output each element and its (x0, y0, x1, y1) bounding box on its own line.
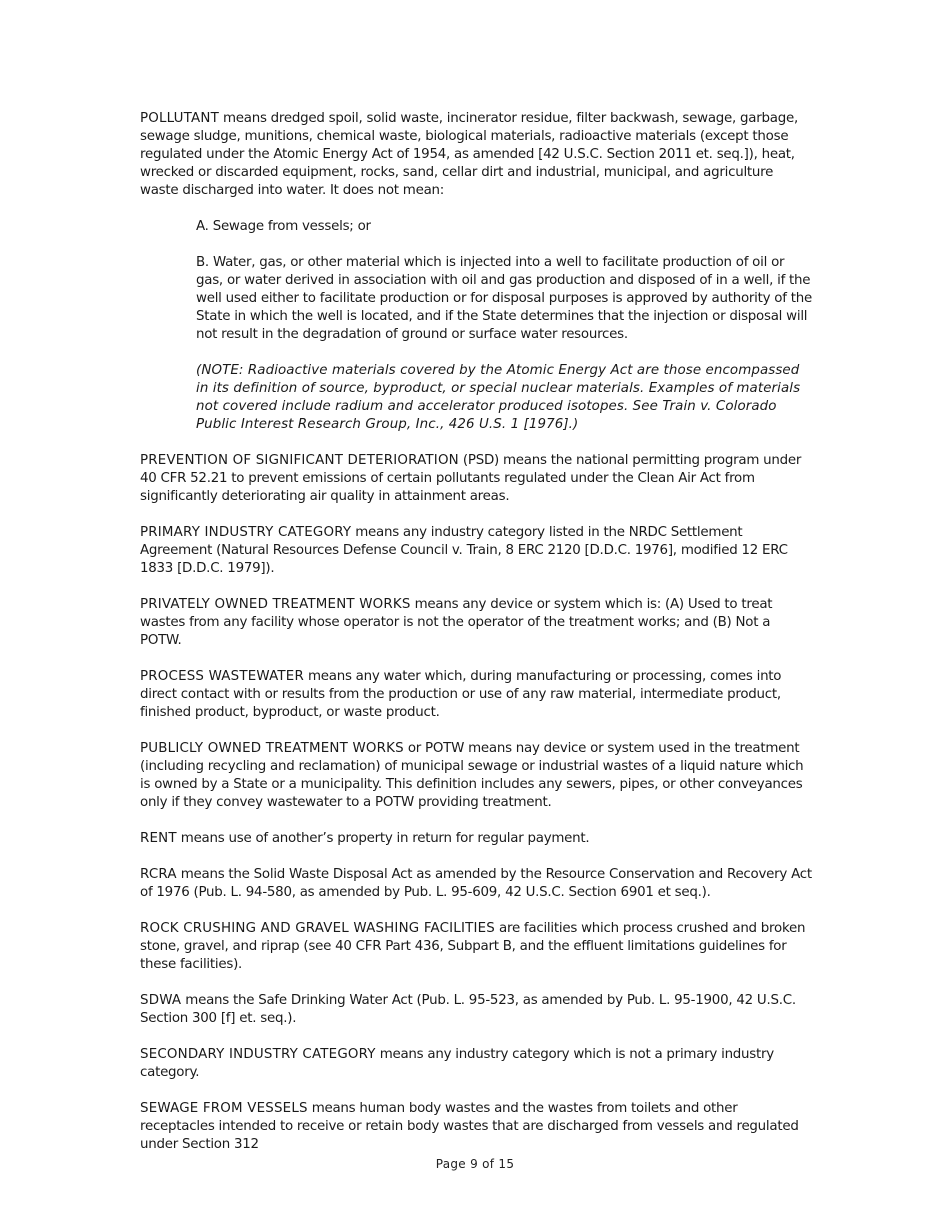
term-rock-crushing: ROCK CRUSHING AND GRAVEL WASHING FACILITIES (140, 921, 496, 936)
document-body (140, 110, 812, 1172)
definition-pollutant (140, 110, 812, 200)
definition-rcra (140, 866, 812, 902)
term-sdwa: SDWA (140, 993, 182, 1008)
pollutant-note: (NOTE: Radioactive materials covered by the Atomic Energy Act are those encompassed in its definition of source, byproduct, or special nuclear materials. Examples of materials not covered include radium and accelerator produced isotopes. See Train v. Colorado Public Interest Research Group, Inc., 426 U.S. 1 [1976].) (196, 363, 801, 432)
definition-text: means any device or system which is: (A) Used to treat wastes from any facility whose operator is not the operator of the treatment works; and (B) Not a POTW. (140, 597, 773, 648)
definition-secondary-industry-category (140, 1046, 812, 1082)
definition-psd (140, 452, 812, 506)
definition-text: means use of another’s property in return for regular payment. (176, 831, 590, 846)
term-rent: RENT (140, 831, 177, 846)
term-secondary-industry-category: SECONDARY INDUSTRY CATEGORY (140, 1047, 376, 1062)
term-potw: PUBLICLY OWNED TREATMENT WORKS (140, 741, 404, 756)
definition-text: means the Safe Drinking Water Act (Pub. L. 95-523, as amended by Pub. L. 95-1900, 42 U.S.C. Section 300 [f] et. seq.). (140, 993, 796, 1026)
definition-sdwa (140, 992, 812, 1028)
page-number: Page 9 of 15 (435, 1157, 515, 1171)
term-sewage-from-vessels: SEWAGE FROM VESSELS (140, 1101, 308, 1116)
term-rcra: RCRA (140, 867, 177, 882)
definition-text: means any water which, during manufacturing or processing, comes into direct contact with or results from the production or use of any raw material, intermediate product, finished product, byproduct, or waste product. (140, 669, 782, 720)
definition-rock-crushing (140, 920, 812, 974)
definition-primary-industry-category (140, 524, 812, 578)
definition-privately-owned-treatment-works (140, 596, 812, 650)
definition-text: means the Solid Waste Disposal Act as amended by the Resource Conservation and Recovery Act of 1976 (Pub. L. 94-580, as amended by Pub. L. 95-609, 42 U.S.C. Section 6901 et seq.). (140, 867, 812, 900)
term-pollutant: POLLUTANT (140, 111, 219, 126)
definition-potw (140, 740, 812, 812)
pollutant-exclusion-a: A. Sewage from vessels; or (196, 219, 371, 234)
definition-text: means any industry category listed in the NRDC Settlement Agreement (Natural Resources Defense Council v. Train, 8 ERC 2120 [D.D.C. 1976], modified 12 ERC 1833 [D.D.C. 1979]). (140, 525, 788, 576)
definition-text: (PSD) means the national permitting program under 40 CFR 52.21 to prevent emissions of certain pollutants regulated under the Clean Air Act from significantly deteriorating air quality in attainment areas. (140, 453, 802, 504)
definition-text: means any industry category which is not a primary industry category. (140, 1047, 774, 1080)
definition-process-wastewater (140, 668, 812, 722)
term-psd: PREVENTION OF SIGNIFICANT DETERIORATION (140, 453, 459, 468)
term-primary-industry-category: PRIMARY INDUSTRY CATEGORY (140, 525, 352, 540)
pollutant-exclusion-b: B. Water, gas, or other material which is injected into a well to facilitate production of oil or gas, or water derived in association with oil and gas production and disposed of in a well, if the well used either to facilitate production or for disposal purposes is approved by authority of the State in which the well is located, and if the State determines that the injection or disposal will not result in the degradation of ground or surface water resources. (196, 255, 812, 342)
term-process-wastewater: PROCESS WASTEWATER (140, 669, 304, 684)
definition-rent (140, 830, 812, 848)
definition-text: or POTW means nay device or system used in the treatment (including recycling and reclamation) of municipal sewage or industrial wastes of a liquid nature which is owned by a State or a municipality. This definition includes any sewers, pipes, or other conveyances only if they convey wastewater to a POTW providing treatment. (140, 741, 804, 810)
definition-text: are facilities which process crushed and broken stone, gravel, and riprap (see 40 CFR Part 436, Subpart B, and the effluent limitations guidelines for these facilities). (140, 921, 806, 972)
term-privately-owned-treatment-works: PRIVATELY OWNED TREATMENT WORKS (140, 597, 411, 612)
definition-text: means human body wastes and the wastes from toilets and other receptacles intended to receive or retain body wastes that are discharged from vessels and regulated under Section 312 (140, 1101, 799, 1152)
definition-sewage-from-vessels (140, 1100, 812, 1154)
definition-text: means dredged spoil, solid waste, incinerator residue, filter backwash, sewage, garbage, sewage sludge, munitions, chemical waste, biological materials, radioactive materials (except those regulated under the Atomic Energy Act of 1954, as amended [42 U.S.C. Section 2011 et. seq.]), heat, wrecked or discarded equipment, rocks, sand, cellar dirt and industrial, municipal, and agriculture waste discharged into water. It does not mean: (140, 111, 798, 198)
